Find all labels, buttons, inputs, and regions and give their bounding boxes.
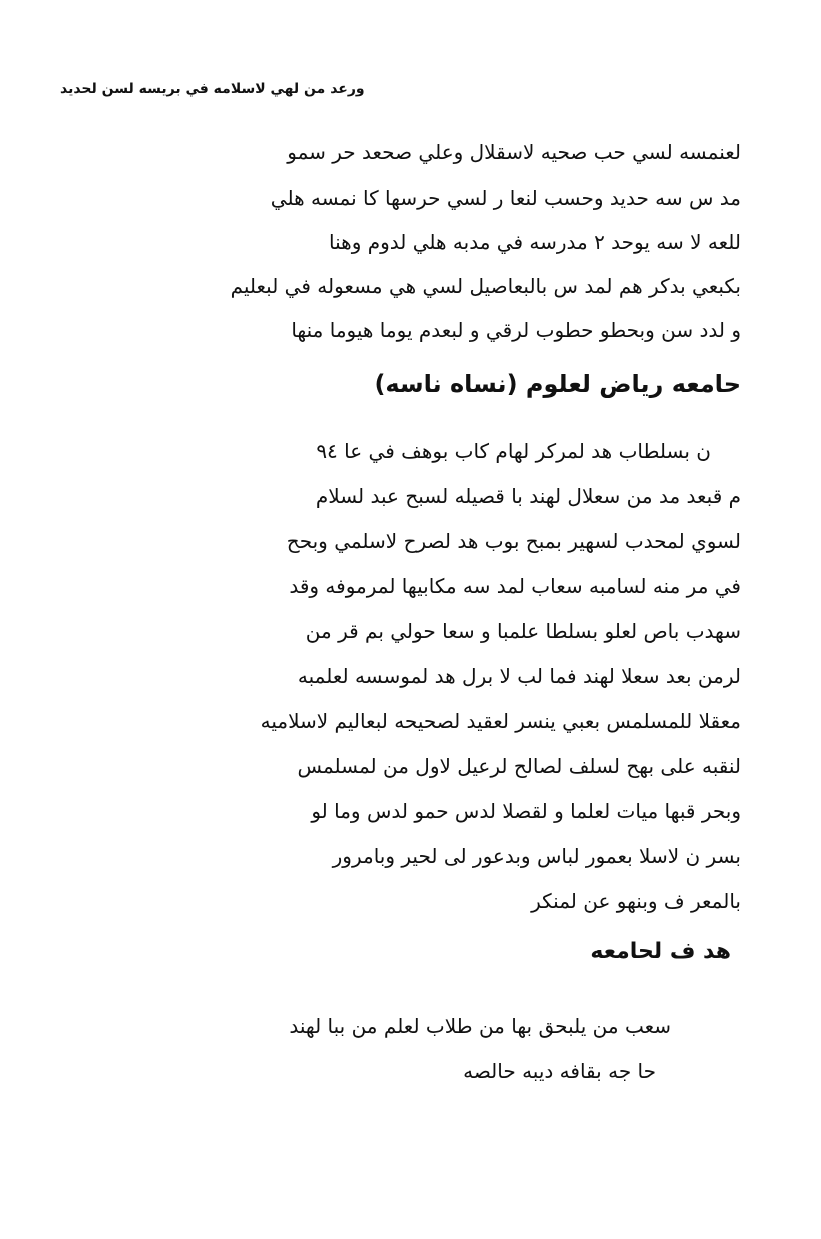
paragraph-2-line-7: معقلا للمسلمس بعبي ينسر لعقيد لصحيحه لبعاليم لاسلاميه xyxy=(260,709,741,733)
paragraph-1-line-5: و لدد سن وبحطو حطوب لرقي و لبعدم يوما هيوما منها xyxy=(291,318,741,342)
paragraph-3-line-1: سعب من يلبحق بها من طلاب لعلم من ببا لهند xyxy=(289,1014,671,1038)
paragraph-1-line-2: مد س سه حديد وحسب لنعا ر لسي حرسها كا نمسه هلي xyxy=(270,186,741,210)
paragraph-2-line-11: بالمعر ف وبنهو عن لمنكر xyxy=(531,889,741,913)
running-header: ورعد من لهي لاسلامه في بريسه لسن لحديد xyxy=(60,81,365,97)
paragraph-2-line-4: في مر منه لسامبه سعاب لمد سه مكابيها لمرموفه وقد xyxy=(289,574,741,598)
paragraph-1-line-4: بكبعي بدكر هم لمد س بالبعاصيل لسي هي مسعوله في لبعليم xyxy=(230,274,741,298)
paragraph-2-line-2: م قبعد مد من سعلال لهند با قصيله لسبح عبد لسلام xyxy=(315,484,741,508)
sub-heading: هد ف لحامعه xyxy=(590,939,731,964)
section-heading: حامعه رياض لعلوم (نساه ناسه) xyxy=(374,370,741,398)
paragraph-2-line-5: سهدب باص لعلو بسلطا علمبا و سعا حولي بم قر من xyxy=(305,619,741,643)
paragraph-2-line-3: لسوي لمحدب لسهير بمبح بوب هد لصرح لاسلمي وبحح xyxy=(286,529,741,553)
paragraph-3-line-2: حا جه بقافه ديبه حالصه xyxy=(463,1059,656,1083)
paragraph-1-line-1: لعنمسه لسي حب صحيه لاسقلال وعلي صحعد حر سمو xyxy=(287,140,741,164)
paragraph-2-line-1: ن بسلطاب هد لمركر لهام كاب بوهف في عا ٩٤ xyxy=(316,439,711,463)
paragraph-2-line-8: لنقبه على بهح لسلف لصالح لرعيل لاول من لمسلمس xyxy=(297,754,741,778)
paragraph-2-line-9: وبحر قبها ميات لعلما و لقصلا لدس حمو لدس وما لو xyxy=(311,799,741,823)
paragraph-1-line-3: للعه لا سه يوحد ٢ مدرسه في مدبه هلي لدوم وهنا xyxy=(329,230,741,254)
paragraph-2-line-6: لرمن بعد سعلا لهند فما لب لا برل هد لموسسه لعلمبه xyxy=(297,664,741,688)
paragraph-2-line-10: بسر ن لاسلا بعمور لباس وبدعور لى لحير وبامرور xyxy=(332,844,741,868)
